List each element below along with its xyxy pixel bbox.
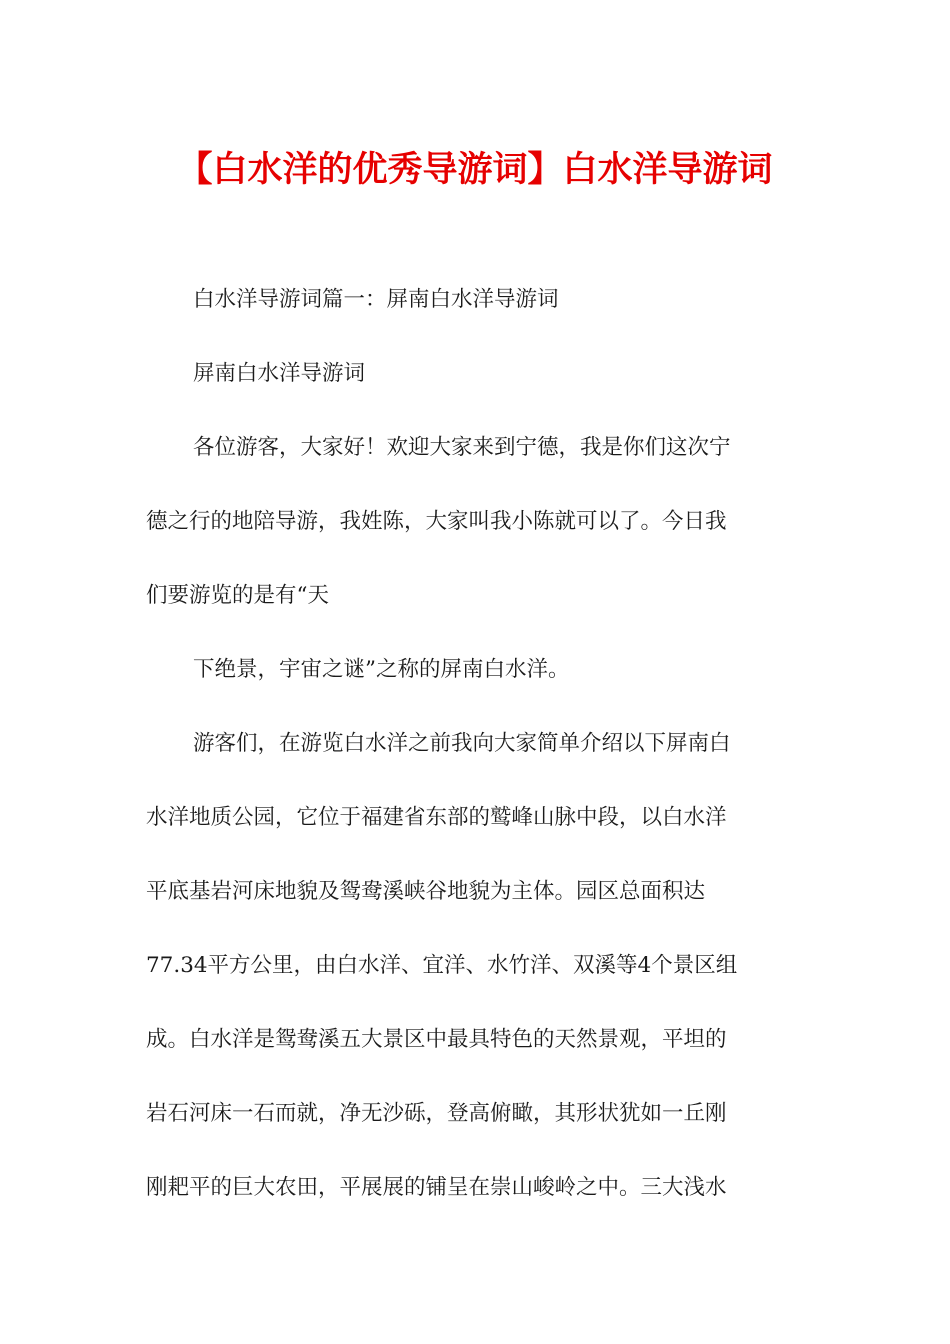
body-line: 白水洋导游词篇一：屏南白水洋导游词 xyxy=(193,287,559,312)
body-line: 77.34平方公里，由白水洋、宜洋、水竹洋、双溪等4个景区组 xyxy=(146,953,738,978)
body-line: 水洋地质公园，它位于福建省东部的鹫峰山脉中段，以白水洋 xyxy=(146,805,727,830)
body-line: 游客们，在游览白水洋之前我向大家简单介绍以下屏南白 xyxy=(193,731,731,756)
body-line: 各位游客，大家好！欢迎大家来到宁德，我是你们这次宁 xyxy=(193,435,731,460)
body-line: 刚耙平的巨大农田，平展展的铺呈在崇山峻岭之中。三大浅水 xyxy=(146,1175,727,1200)
body-line: 成。白水洋是鸳鸯溪五大景区中最具特色的天然景观，平坦的 xyxy=(146,1027,727,1052)
body-line: 平底基岩河床地貌及鸳鸯溪峡谷地貌为主体。园区总面积达 xyxy=(146,879,706,904)
body-line: 屏南白水洋导游词 xyxy=(193,361,366,386)
body-line: 下绝景，宇宙之谜”之称的屏南白水洋。 xyxy=(193,657,570,682)
document-body xyxy=(146,272,806,1234)
body-line: 们要游览的是有“天 xyxy=(146,583,329,608)
body-line: 岩石河床一石而就，净无沙砾，登高俯瞰，其形状犹如一丘刚 xyxy=(146,1101,727,1126)
document-title: 【白水洋的优秀导游词】白水洋导游词 xyxy=(177,150,773,190)
body-line: 德之行的地陪导游，我姓陈，大家叫我小陈就可以了。今日我 xyxy=(146,509,727,534)
